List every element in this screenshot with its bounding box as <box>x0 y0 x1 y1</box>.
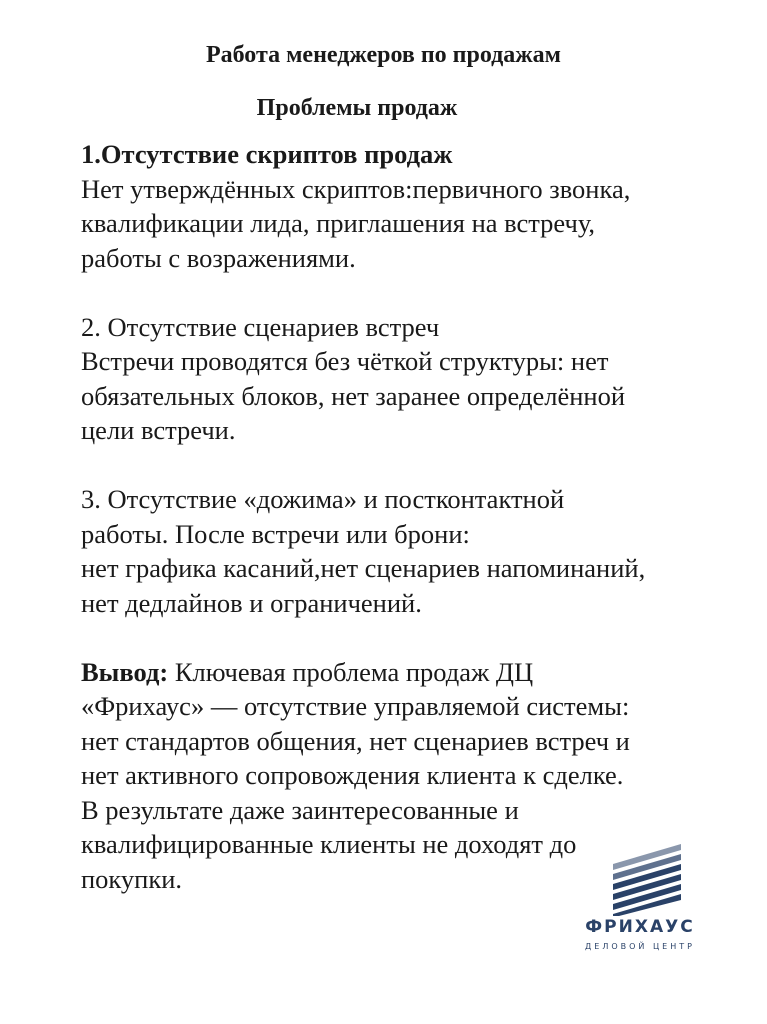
conclusion-line-7: покупки. <box>81 863 183 894</box>
problem-2-line-1: 2. Отсутствие сценариев встреч <box>81 311 440 342</box>
conclusion-line-6: квалифицированные клиенты не доходят до <box>81 829 577 859</box>
problem-1-line-3: работы с возражениями. <box>81 242 356 273</box>
conclusion-line-2: «Фрихаус» — отсутствие управляемой системы: <box>81 691 630 721</box>
section-title: Проблемы продаж <box>256 95 458 121</box>
problem-2 <box>81 310 721 448</box>
conclusion-line-3: нет стандартов общения, нет сценариев встреч и <box>81 725 630 756</box>
logo-subtitle: ДЕЛОВОЙ ЦЕНТР <box>585 942 695 951</box>
problem-2-line-3: обязательных блоков, нет заранее определённой <box>81 380 626 411</box>
problem-3-line-3: нет графика касаний,нет сценариев напоминаний, <box>81 553 646 583</box>
problem-2-line-4: цели встречи. <box>81 415 236 445</box>
conclusion-line-1 <box>81 655 721 690</box>
problem-1-line-1: Нет утверждённых скриптов:первичного звонка, <box>81 173 631 204</box>
problem-3-line-2: работы. После встречи или брони: <box>81 518 470 549</box>
problem-1-line-2: квалификации лида, приглашения на встречу, <box>81 208 596 238</box>
company-logo <box>565 840 715 960</box>
problem-3-line-4: нет дедлайнов и ограничений. <box>81 587 422 618</box>
conclusion-first-line: Ключевая проблема продаж ДЦ <box>168 656 534 687</box>
problem-3-line-1: 3. Отсутствие «дожима» и постконтактной <box>81 484 565 514</box>
conclusion-line-5: В результате даже заинтересованные и <box>81 794 519 825</box>
logo-name: ФРИХАУС <box>585 917 695 937</box>
problem-1 <box>81 137 721 275</box>
conclusion-label: Вывод: <box>81 656 169 687</box>
problem-3 <box>81 482 721 620</box>
conclusion-line-4: нет активного сопровождения клиента к сделке. <box>81 760 624 790</box>
problem-1-heading: 1.Отсутствие скриптов продаж <box>81 139 453 169</box>
building-stripes-icon <box>611 840 683 916</box>
document-body <box>81 137 721 896</box>
page-title: Работа менеджеров по продажам <box>205 42 562 68</box>
problem-2-line-2: Встречи проводятся без чёткой структуры: нет <box>81 346 609 376</box>
